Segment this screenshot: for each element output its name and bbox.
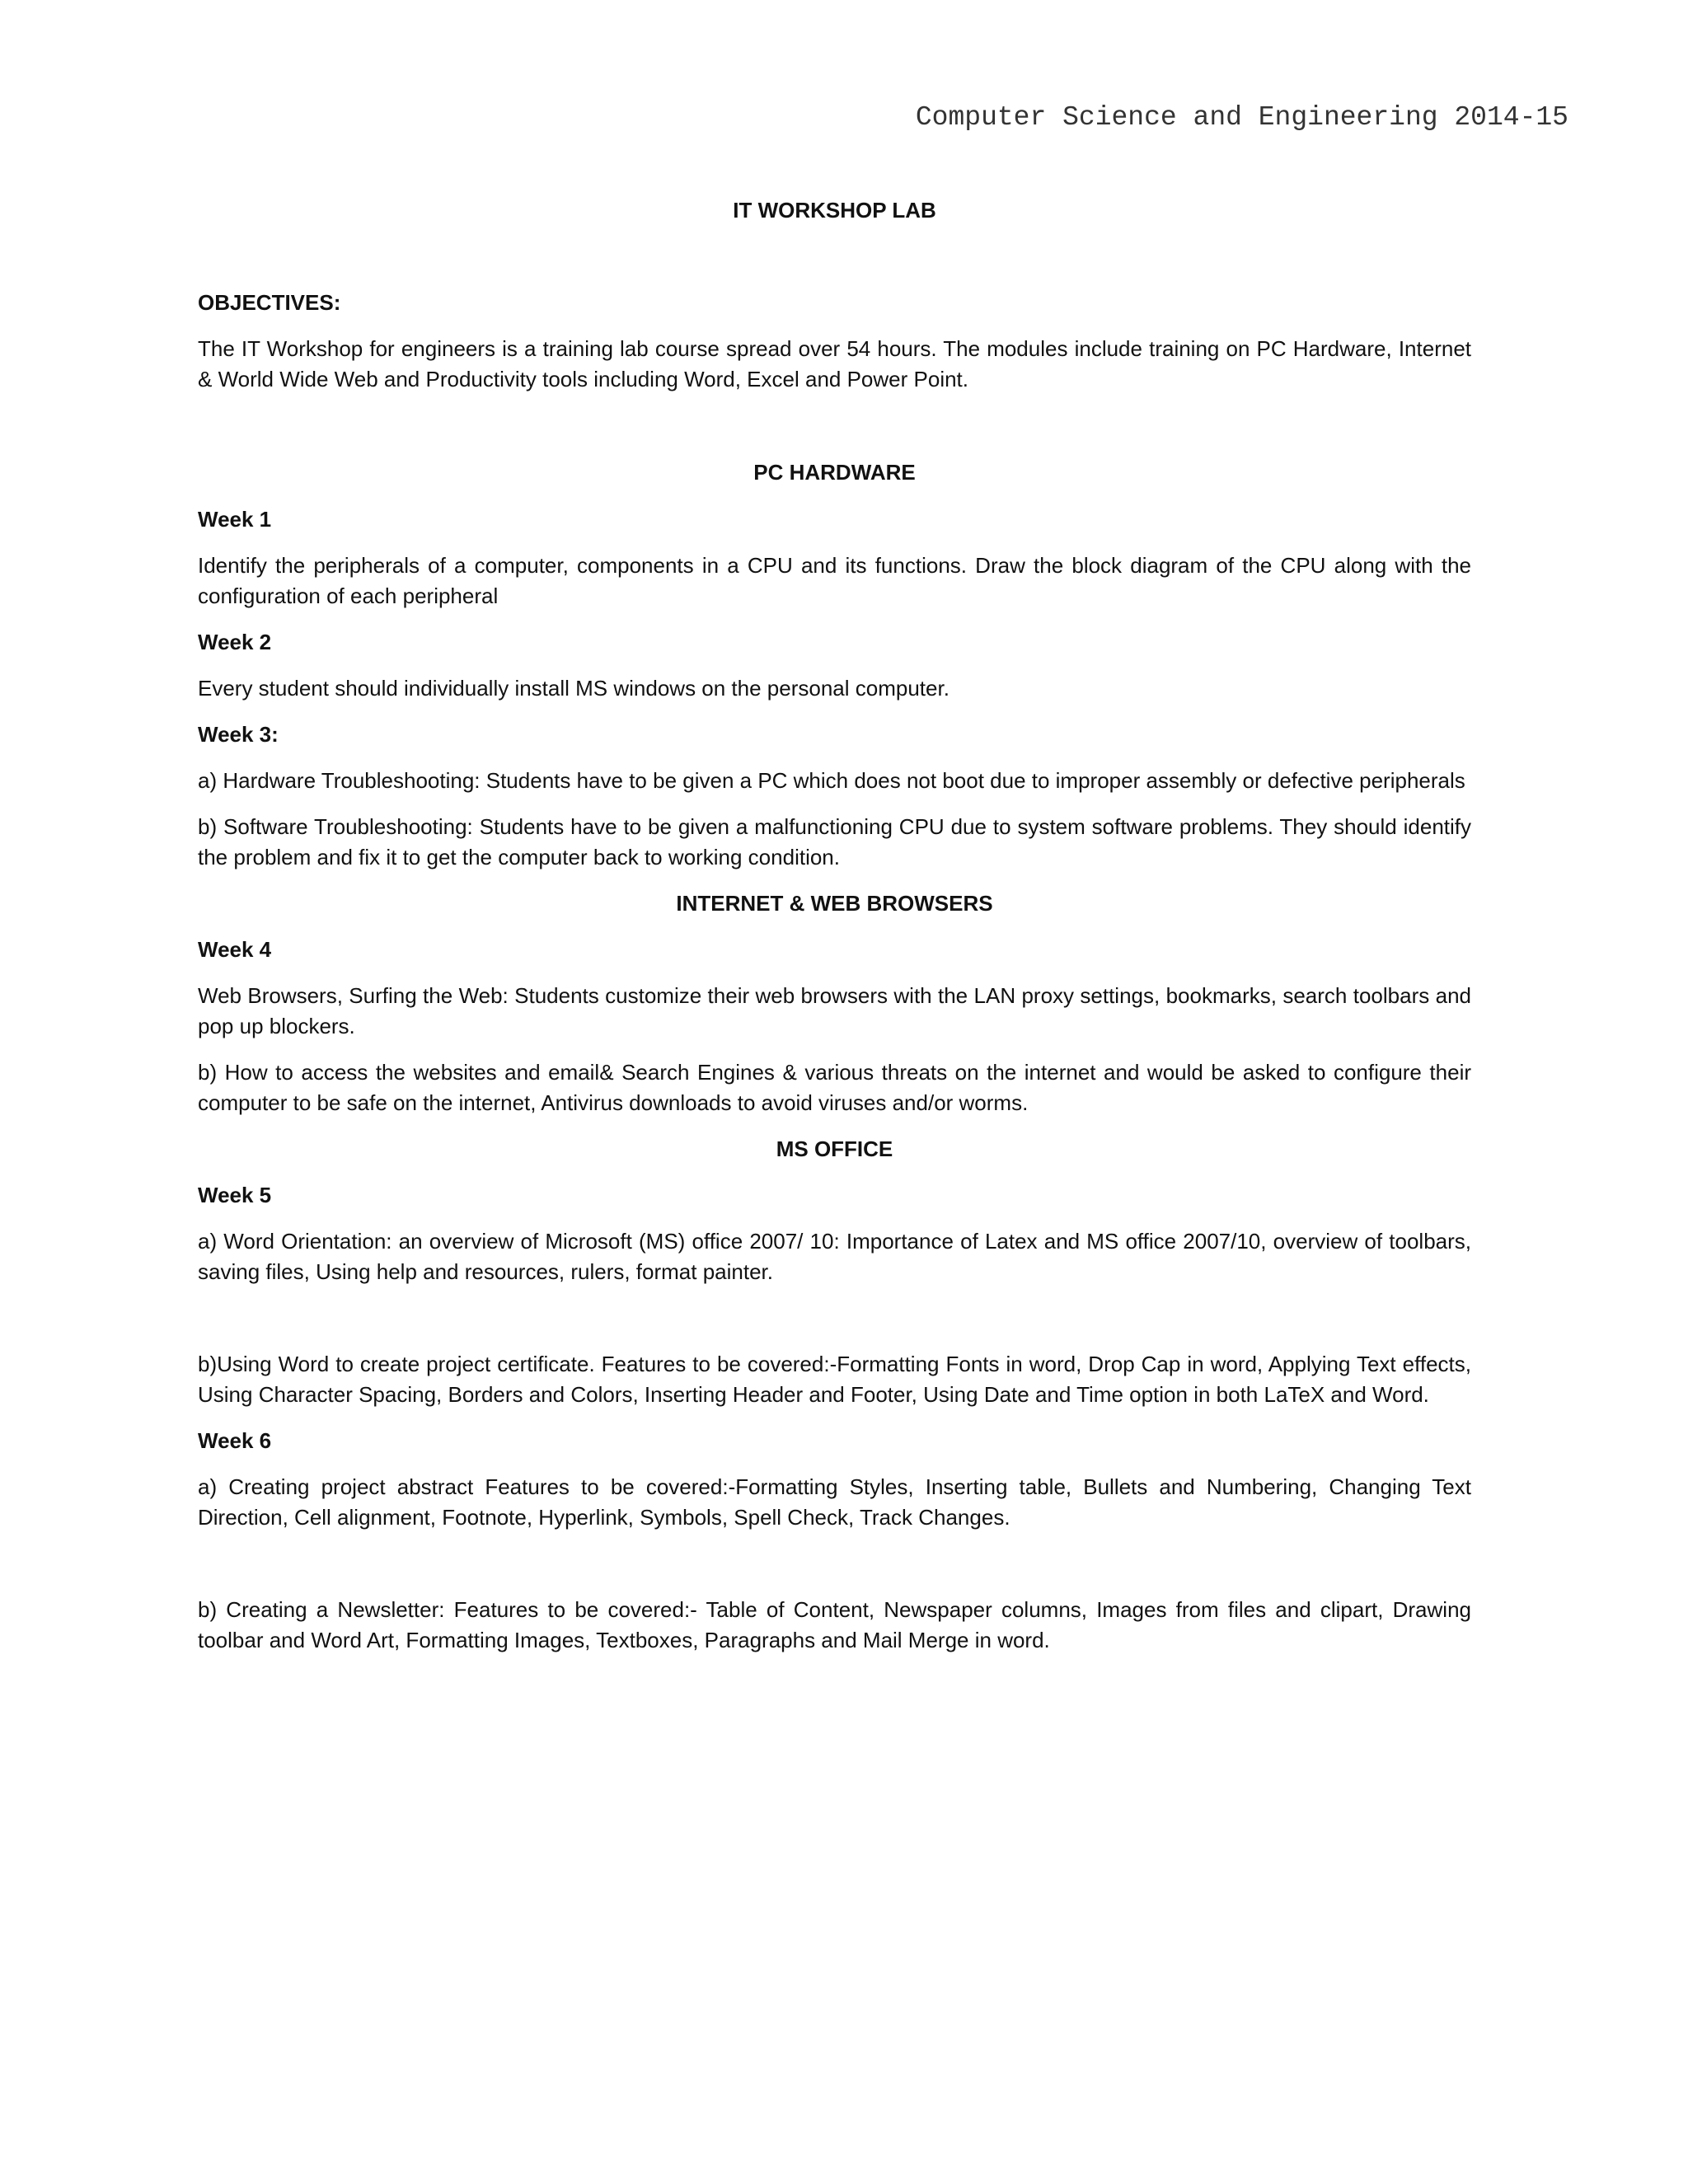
page-title: IT WORKSHOP LAB [733,198,936,223]
week-5-item-b: b)Using Word to create project certificate. Features to be covered:-Formatting Fonts in word, Drop Cap in word, Applying Text effects, Using Character Spacing, Borders and Colors, Inserting Header and Footer, Using Date and Time option in both LaTeX and Word. [198,1352,1471,1407]
section-heading-pc-hardware: PC HARDWARE [753,460,916,485]
week-2-text: Every student should individually install MS windows on the personal computer. [198,676,950,701]
week-4-item-a: Web Browsers, Surfing the Web: Students customize their web browsers with the LAN proxy settings, bookmarks, search toolbars and pop up blockers. [198,983,1471,1038]
week-3-label: Week 3: [198,722,279,747]
week-2-label: Week 2 [198,630,272,654]
week-4-label: Week 4 [198,937,272,962]
week-1-text: Identify the peripherals of a computer, components in a CPU and its functions. Draw the block diagram of the CPU along with the configuration of each peripheral [198,553,1471,608]
section-heading-internet: INTERNET & WEB BROWSERS [676,891,993,916]
running-header: Computer Science and Engineering 2014-15 [915,102,1568,133]
week-6-label: Week 6 [198,1428,272,1453]
week-3-item-b: b) Software Troubleshooting: Students have to be given a malfunctioning CPU due to system software problems. They should identify the problem and fix it to get the computer back to working condition. [198,814,1471,869]
week-3-item-a: a) Hardware Troubleshooting: Students have to be given a PC which does not boot due to improper assembly or defective peripherals [198,768,1465,793]
week-5-label: Week 5 [198,1183,272,1207]
document-body [198,186,1471,1656]
week-6-item-a: a) Creating project abstract Features to be covered:-Formatting Styles, Inserting table, Bullets and Numbering, Changing Text Direction, Cell alignment, Footnote, Hyperlink, Symbols, Spell Check, Track Changes. [198,1474,1471,1530]
week-4-item-b: b) How to access the websites and email& Search Engines & various threats on the internet and would be asked to configure their computer to be safe on the internet, Antivirus downloads to avoid viruses and/or worms. [198,1060,1471,1115]
week-6-item-b: b) Creating a Newsletter: Features to be covered:- Table of Content, Newspaper columns, Images from files and clipart, Drawing toolbar and Word Art, Formatting Images, Textboxes, Paragraphs and Mail Merge in word. [198,1597,1471,1652]
week-5-item-a: a) Word Orientation: an overview of Microsoft (MS) office 2007/ 10: Importance of Latex and MS office 2007/10, overview of toolbars, saving files, Using help and resources, rulers, format painter. [198,1229,1471,1284]
objectives-heading: OBJECTIVES: [198,290,341,315]
section-heading-ms-office: MS OFFICE [776,1137,893,1161]
week-1-label: Week 1 [198,507,272,532]
objectives-text: The IT Workshop for engineers is a training lab course spread over 54 hours. The modules include training on PC Hardware, Internet & World Wide Web and Productivity tools including Word, Excel and Power Point. [198,336,1471,391]
